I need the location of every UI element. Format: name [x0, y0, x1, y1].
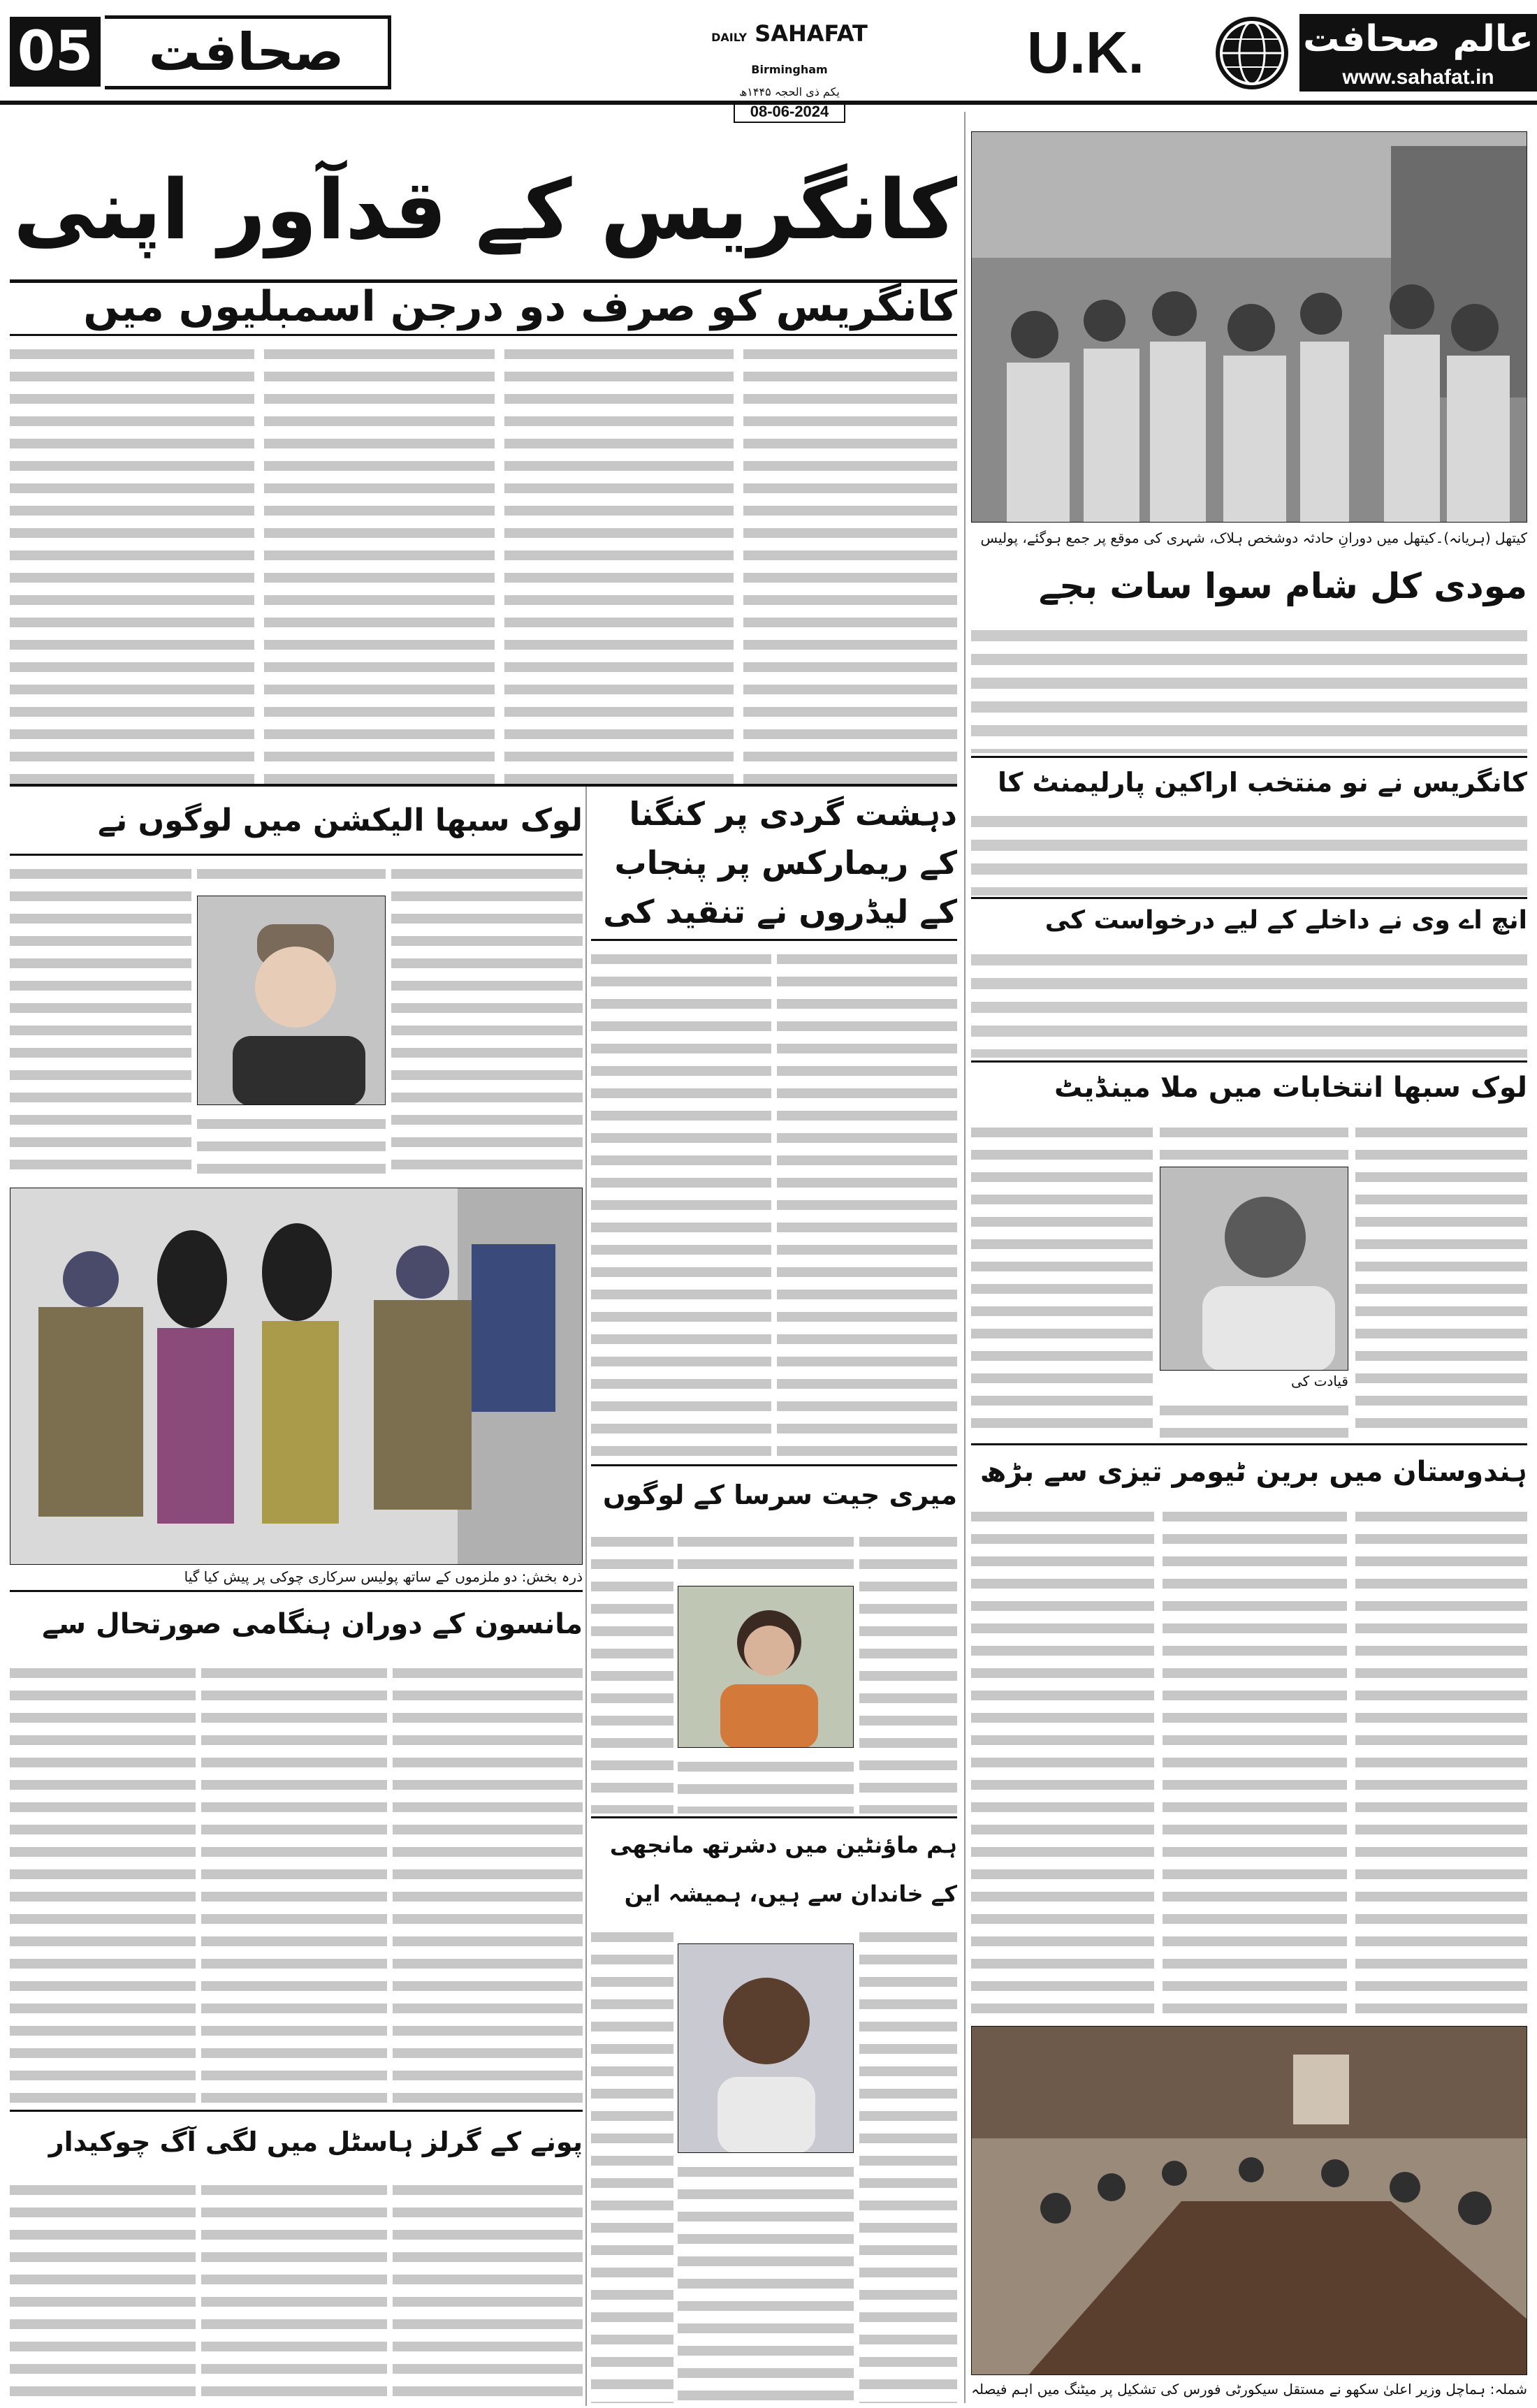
story-brain-tumor-headline: ہندوستان میں برین ٹیومر تیزی سے بڑھ: [979, 1456, 1527, 1488]
farooq-text-2: [197, 859, 386, 891]
monsoon-text-3: [10, 1658, 196, 2106]
right-rule-2: [971, 897, 1527, 899]
monsoon-text-1: [393, 1658, 583, 2106]
center-rule-2: [591, 1464, 957, 1466]
kangana-text-2: [591, 944, 771, 1461]
main-headline: کانگریس کے قدآور اپنی: [13, 161, 957, 258]
pune-text-2: [201, 2175, 387, 2403]
story-pilot-text-1: [1355, 1118, 1527, 1439]
right-top-photo-caption: کیتھل (ہریانہ)۔کیتھل میں دورانِ حادثہ دوشخص ہلاک، شہری کی موقع پر جمع ہوگئے، پولیس: [971, 523, 1527, 553]
shailja-text-1: [859, 1527, 957, 1814]
story-pilot-text-2: [1160, 1118, 1348, 1161]
story-monsoon-headline: مانسون کے دوران ہنگامی صورتحال سے: [42, 1608, 583, 1640]
monsoon-text-2: [201, 1658, 387, 2106]
manjhi-text-1: [859, 1922, 957, 2403]
center-rule-1: [591, 939, 957, 941]
story-congress-mps-headline: کانگریس نے نو منتخب اراکین پارلیمنٹ کا: [997, 767, 1527, 798]
brain-tumor-text-1: [1355, 1502, 1527, 2019]
story-pilot-headline: لوک سبھا انتخابات میں ملا مینڈیٹ: [1054, 1072, 1527, 1104]
story-congress-mps-text: [971, 806, 1527, 896]
story-manjhi-headline: ہم ماؤنٹین میں دشرتھ مانجھی کے خاندان سے ہیں، ہمیشہ این: [609, 1832, 957, 1907]
main-story-bottom-rule: [10, 784, 957, 787]
subheadline-divider: [10, 334, 957, 336]
farooq-text-4: [10, 859, 191, 1181]
story-pune-fire-headline: پونے کے گرلز ہاسٹل میں لگی آگ چوکیدار: [48, 2126, 583, 2157]
left-rule-3: [10, 2110, 583, 2112]
right-rule-3: [971, 1060, 1527, 1063]
website-link[interactable]: www.sahafat.in: [1342, 66, 1494, 89]
meeting-photo-caption: شملہ: ہماچل وزیر اعلیٰ سکھو نے مستقل سیکورٹی فورس کی تشکیل پر میٹنگ میں اہم فیصلہ: [971, 2375, 1527, 2403]
story-modi-oath-text: [971, 620, 1527, 753]
pilot-photo-caption: قیادت کی: [1160, 1371, 1348, 1392]
paper-name: SAHAFAT: [755, 20, 868, 47]
region-label: U.K.: [1027, 20, 1144, 85]
pune-text-1: [393, 2175, 583, 2403]
police-photo-caption: ذرہ بخش: دو ملزموں کے ساتھ پولیس سرکاری چوکی پر پیش کیا گیا: [10, 1565, 583, 1589]
brand-banner: [1299, 14, 1537, 95]
left-rule-1: [10, 854, 583, 856]
edition-info: [671, 20, 908, 120]
city-label: Birmingham: [751, 63, 828, 76]
right-rule-1: [971, 756, 1527, 758]
brain-tumor-text-3: [971, 1502, 1154, 2019]
left-rule-2: [10, 1590, 583, 1592]
manjhi-text-2: [678, 2157, 854, 2403]
daily-label: DAILY: [711, 31, 748, 44]
brain-tumor-text-2: [1163, 1502, 1347, 2019]
pilot-photo: [1160, 1167, 1348, 1371]
kangana-text-1: [777, 944, 957, 1461]
pune-text-3: [10, 2175, 196, 2403]
manjhi-photo: [678, 1943, 854, 2153]
main-story-column-4: [10, 340, 254, 785]
story-pilot-text-3: [1160, 1396, 1348, 1439]
shailja-photo: [678, 1586, 854, 1748]
farooq-text-1: [391, 859, 583, 1181]
main-story-column-3: [264, 340, 495, 785]
shailja-text-3: [678, 1752, 854, 1814]
center-rule-3: [591, 1816, 957, 1818]
globe-logo-icon: [1216, 17, 1288, 89]
story-kangana-headline: دہشت گردی پر کنگنا کے ریمارکس پر پنجاب کے لیڈروں نے تنقید کی: [603, 795, 957, 931]
shailja-text-2: [678, 1527, 854, 1582]
main-subheadline: کانگریس کو صرف دو درجن اسمبلیوں میں: [83, 282, 957, 331]
police-photo: [10, 1188, 583, 1565]
paper-title: [671, 20, 908, 84]
manjhi-text-3: [591, 1922, 673, 2403]
column-divider-right: [964, 112, 966, 2403]
story-hnb-text: [971, 944, 1527, 1058]
masthead: [0, 0, 1537, 120]
right-rule-4: [971, 1443, 1527, 1445]
shailja-text-4: [591, 1527, 673, 1814]
main-story-column-2: [504, 340, 734, 785]
meeting-photo: [971, 2026, 1527, 2375]
issue-date: 08-06-2024: [734, 101, 846, 123]
page-name: صحافت: [105, 15, 391, 89]
brand-name: عالم صحافت: [1303, 18, 1534, 60]
farooq-text-3: [197, 1109, 386, 1181]
farooq-photo: [197, 896, 386, 1105]
hijri-date: یکم ذی الحجہ ۱۴۴۵ھ: [739, 85, 840, 98]
main-story-column-1: [743, 340, 957, 785]
story-modi-oath-headline: مودی کل شام سوا سات بجے: [1038, 566, 1527, 606]
story-pilot-text-4: [971, 1118, 1153, 1439]
story-farooq-headline: لوک سبھا الیکشن میں لوگوں نے: [97, 803, 583, 838]
column-divider-center: [585, 787, 587, 2406]
story-hnb-headline: انچ اے وی نے داخلے کے لیے درخواست کی: [1044, 906, 1527, 935]
story-shailja-headline: میری جیت سرسا کے لوگوں: [602, 1480, 957, 1510]
page-number: 05: [10, 17, 101, 87]
right-top-photo: [971, 131, 1527, 523]
